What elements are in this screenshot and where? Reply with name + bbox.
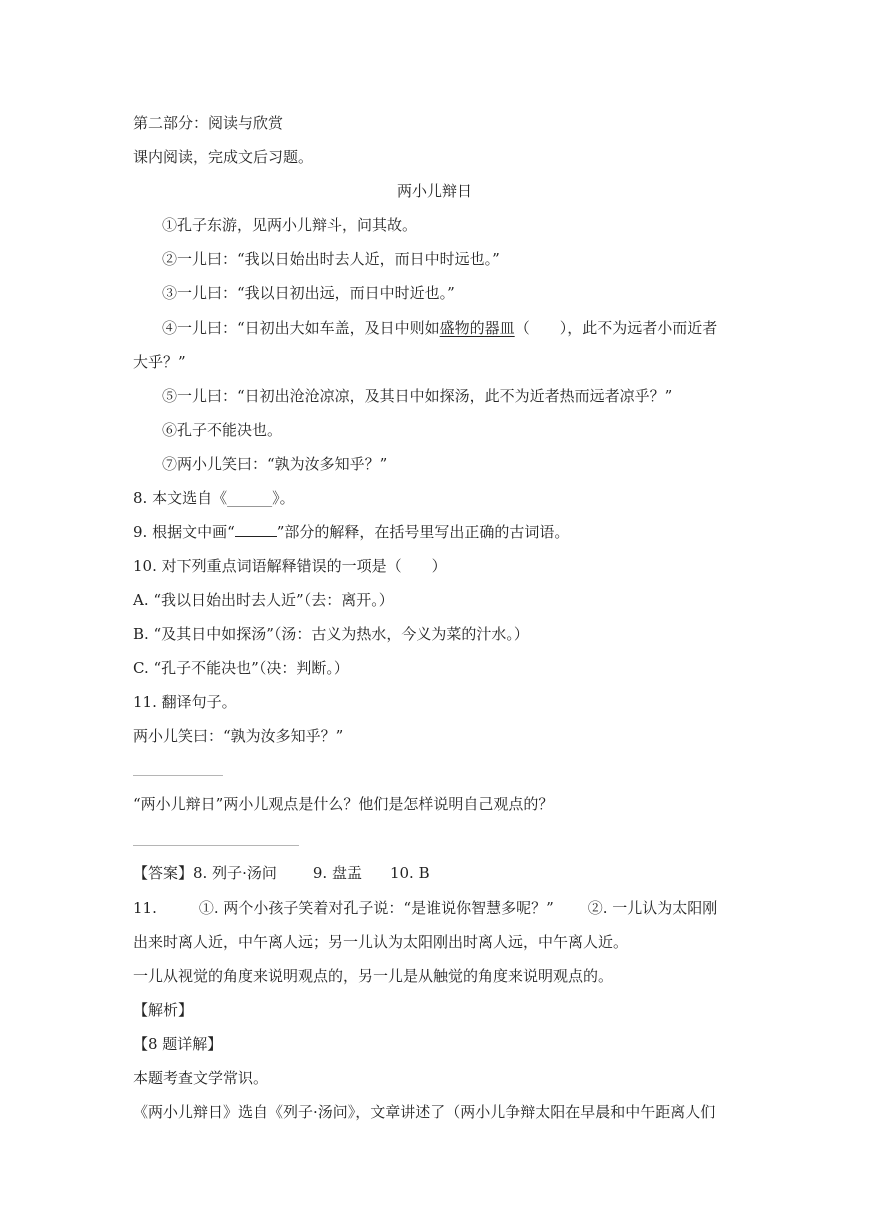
answer-11-part-1: ①. 两个小孩子笑着对孔子说：“是谁说你智慧多呢？”	[198, 899, 554, 917]
passage-paragraph-6: ⑥孔子不能决也。	[162, 421, 283, 439]
q9-underline-sample	[235, 522, 277, 537]
analysis-label: 【解析】	[133, 1001, 194, 1019]
answer-line-2	[133, 845, 299, 846]
analysis-q8-label: 【8 题详解】	[133, 1035, 223, 1053]
question-11: 11. 翻译句子。	[133, 693, 237, 711]
question-10-option-b: B. “及其日中如探汤”（汤：古义为热水，今义为菜的汁水。）	[133, 625, 529, 643]
question-8	[133, 488, 295, 508]
question-10: 10. 对下列重点词语解释错误的一项是（ ）	[133, 557, 447, 575]
question-9	[133, 522, 569, 542]
answer-11-cont: 出来时离人近，中午离人远；另一儿认为太阳刚出时离人远，中午离人近。	[133, 933, 629, 951]
q8-text-after: 》。	[272, 489, 295, 507]
question-10-option-c: C. “孔子不能决也”（决：判断。）	[133, 659, 349, 677]
q9-text-before: 9. 根据文中画“	[133, 523, 235, 541]
passage-paragraph-4	[162, 318, 717, 338]
q8-answer-blank: ______	[227, 489, 273, 507]
passage-title: 两小儿辩日	[396, 182, 472, 200]
passage-paragraph-2: ②一儿曰：“我以日始出时去人近，而日中时远也。”	[162, 250, 500, 268]
passage-paragraph-4-cont: 大乎？”	[133, 353, 186, 371]
p4-underlined-phrase: 盛物的器皿	[439, 319, 515, 337]
p4-text-after: （ ），此不为远者小而近者	[514, 319, 718, 337]
analysis-q8-text-2: 《两小儿辩日》选自《列子·汤问》，文章讲述了（两小儿争辩太阳在早晨和中午距离人们	[133, 1103, 716, 1121]
answer-10: 10. B	[389, 864, 430, 882]
instruction: 课内阅读，完成文后习题。	[133, 148, 314, 166]
q9-text-after: ”部分的解释，在括号里写出正确的古词语。	[276, 523, 570, 541]
answer-11-line-3: 一儿从视觉的角度来说明观点的，另一儿是从触觉的角度来说明观点的。	[133, 967, 614, 985]
passage-paragraph-5: ⑤一儿曰：“日初出沧沧凉凉，及其日中如探汤，此不为近者热而远者凉乎？”	[162, 387, 673, 405]
answer-11	[133, 898, 717, 918]
analysis-q8-text-1: 本题考查文学常识。	[133, 1069, 269, 1087]
passage-paragraph-7: ⑦两小儿笑曰：“孰为汝多知乎？”	[162, 455, 388, 473]
question-11-sentence: 两小儿笑曰：“孰为汝多知乎？”	[133, 727, 344, 745]
answer-11-number: 11.	[133, 899, 157, 917]
question-11-sub-2: “两小儿辩日”两小儿观点是什么？他们是怎样说明自己观点的？	[133, 795, 554, 813]
passage-paragraph-3: ③一儿曰：“我以日初出远，而日中时近也。”	[162, 284, 455, 302]
answer-line-1	[133, 775, 223, 776]
question-10-option-a: A. “我以日始出时去人近”（去：离开。）	[133, 591, 394, 609]
answer-9: 9. 盘盂	[312, 864, 362, 882]
answer-11-part-2: ②. 一儿认为太阳刚	[587, 899, 718, 917]
answer-8: 8. 列子·汤问	[193, 864, 277, 882]
answer-label: 【答案】	[133, 864, 194, 882]
passage-paragraph-1: ①孔子东游，见两小儿辩斗，问其故。	[162, 216, 418, 234]
answer-row	[133, 863, 430, 883]
p4-text-before: ④一儿曰：“日初出大如车盖，及日中则如	[162, 319, 440, 337]
section-title: 第二部分：阅读与欣赏	[133, 114, 284, 132]
q8-text-before: 8. 本文选自《	[133, 489, 228, 507]
